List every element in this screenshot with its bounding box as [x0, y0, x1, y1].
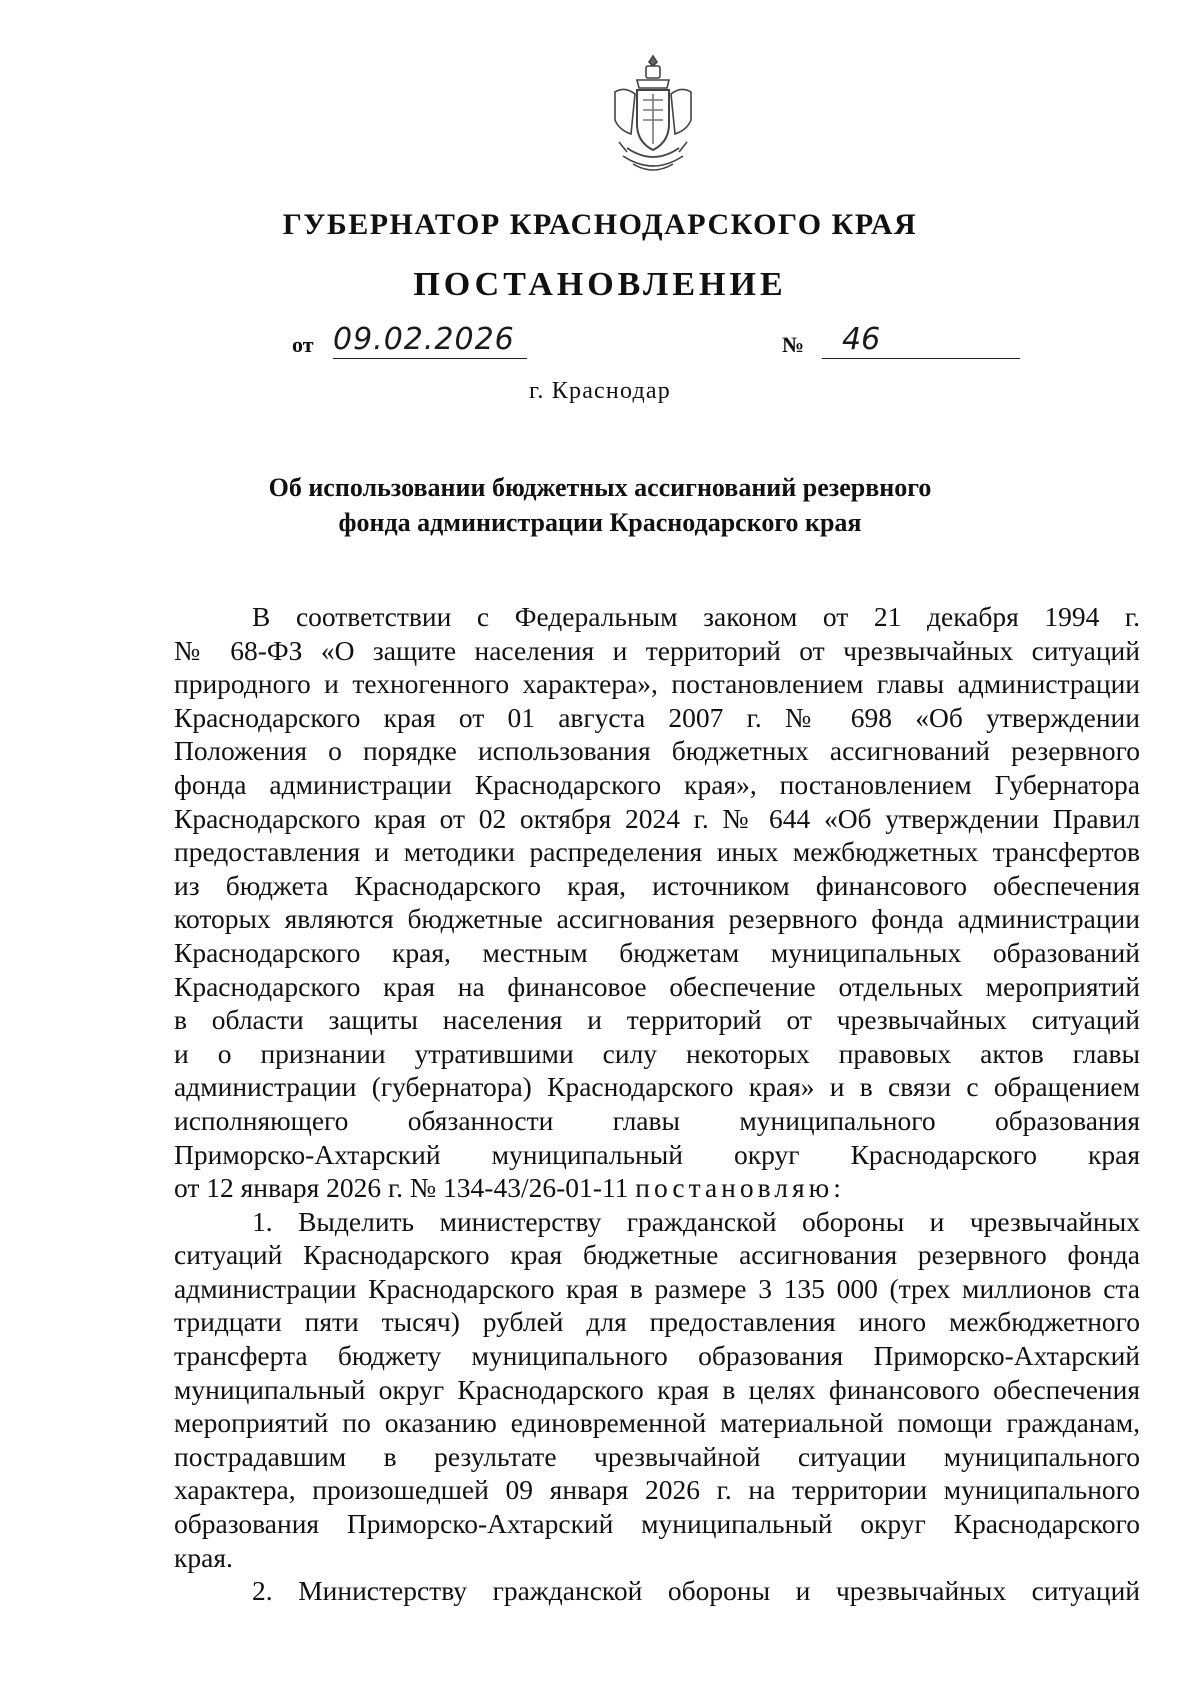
- body-line: Краснодарского края, местным бюджетам муниципальных образований: [174, 936, 1140, 968]
- clause-2-start: 2. Министерству гражданской обороны и чрезвычайных ситуаций: [252, 1575, 1140, 1607]
- body-line: тридцати пяти тысяч) рублей для предоставления иного межбюджетного: [174, 1306, 1140, 1338]
- body-line: от 12 января 2026 г. № 134-43/26-01-11: [174, 1172, 629, 1204]
- body-line: в области защиты населения и территорий от чрезвычайных ситуаций: [174, 1004, 1140, 1036]
- handwritten-number: 46: [842, 322, 881, 357]
- date-number-row: [0, 322, 1200, 366]
- body-line-with-decree: [174, 1171, 1140, 1205]
- body-line: исполняющего обязанности главы муниципального образования: [174, 1104, 1140, 1136]
- body-line: мероприятий по оказанию единовременной материальной помощи гражданам,: [174, 1407, 1140, 1439]
- coat-of-arms-emblem: [597, 52, 709, 180]
- body-line: природного и техногенного характера», постановлением главы администрации: [174, 668, 1140, 700]
- number-sign: №: [782, 332, 805, 357]
- body-line: № 68-ФЗ «О защите населения и территорий от чрезвычайных ситуаций: [174, 634, 1140, 666]
- clause-1-start: 1. Выделить министерству гражданской обороны и чрезвычайных: [252, 1205, 1140, 1237]
- body-line: пострадавшим в результате чрезвычайной ситуации муниципального: [174, 1440, 1140, 1472]
- body-line: и о признании утратившими силу некоторых правовых актов главы: [174, 1037, 1140, 1069]
- body-line: ситуаций Краснодарского края бюджетные ассигнования резервного фонда: [174, 1239, 1140, 1271]
- body-line: из бюджета Краснодарского края, источником финансового обеспечения: [174, 869, 1140, 901]
- body-line: образования Приморско-Ахтарский муниципальный округ Краснодарского: [174, 1508, 1140, 1540]
- body-line: администрации Краснодарского края в размере 3 135 000 (трех миллионов ста: [174, 1272, 1140, 1304]
- body-line: Приморско-Ахтарский муниципальный округ Краснодарского края: [174, 1138, 1140, 1170]
- body-line: Краснодарского края от 01 августа 2007 г. № 698 «Об утверждении: [174, 701, 1140, 733]
- body-line: края.: [174, 1541, 233, 1573]
- body-line: которых являются бюджетные ассигнования резервного фонда администрации: [174, 903, 1140, 935]
- body-line: характера, произошедшей 09 января 2026 г. на территории муниципального: [174, 1474, 1140, 1506]
- document-body: [174, 600, 1140, 1608]
- body-line: муниципальный округ Краснодарского края в целях финансового обеспечения: [174, 1373, 1140, 1405]
- subject-line: фонда администрации Краснодарского края: [338, 508, 862, 537]
- body-line: Краснодарского края от 02 октября 2024 г. № 644 «Об утверждении Правил: [174, 802, 1140, 834]
- decree-word: постановляю:: [635, 1172, 845, 1204]
- body-line: Положения о порядке использования бюджетных ассигнований резервного: [174, 735, 1140, 767]
- date-prefix: от: [292, 332, 314, 357]
- body-line: администрации (губернатора) Краснодарского края» и в связи с обращением: [174, 1071, 1140, 1103]
- body-line: трансферта бюджету муниципального образования Приморско-Ахтарский: [174, 1340, 1140, 1372]
- document-subject: [0, 470, 1200, 540]
- document-type-title: ПОСТАНОВЛЕНИЕ: [413, 266, 787, 303]
- body-line: Краснодарского края на финансовое обеспечение отдельных мероприятий: [174, 970, 1140, 1002]
- body-line: предоставления и методики распределения иных межбюджетных трансфертов: [174, 836, 1140, 868]
- city-label: г. Краснодар: [529, 378, 671, 404]
- handwritten-date: 09.02.2026: [333, 322, 527, 359]
- body-line: В соответствии с Федеральным законом от 21 декабря 1994 г.: [252, 601, 1140, 632]
- subject-line: Об использовании бюджетных ассигнований резервного: [268, 473, 932, 502]
- handwritten-number-field: [822, 322, 1020, 359]
- body-line: фонда администрации Краснодарского края», постановлением Губернатора: [174, 768, 1140, 800]
- issuer-title: ГУБЕРНАТОР КРАСНОДАРСКОГО КРАЯ: [282, 208, 918, 241]
